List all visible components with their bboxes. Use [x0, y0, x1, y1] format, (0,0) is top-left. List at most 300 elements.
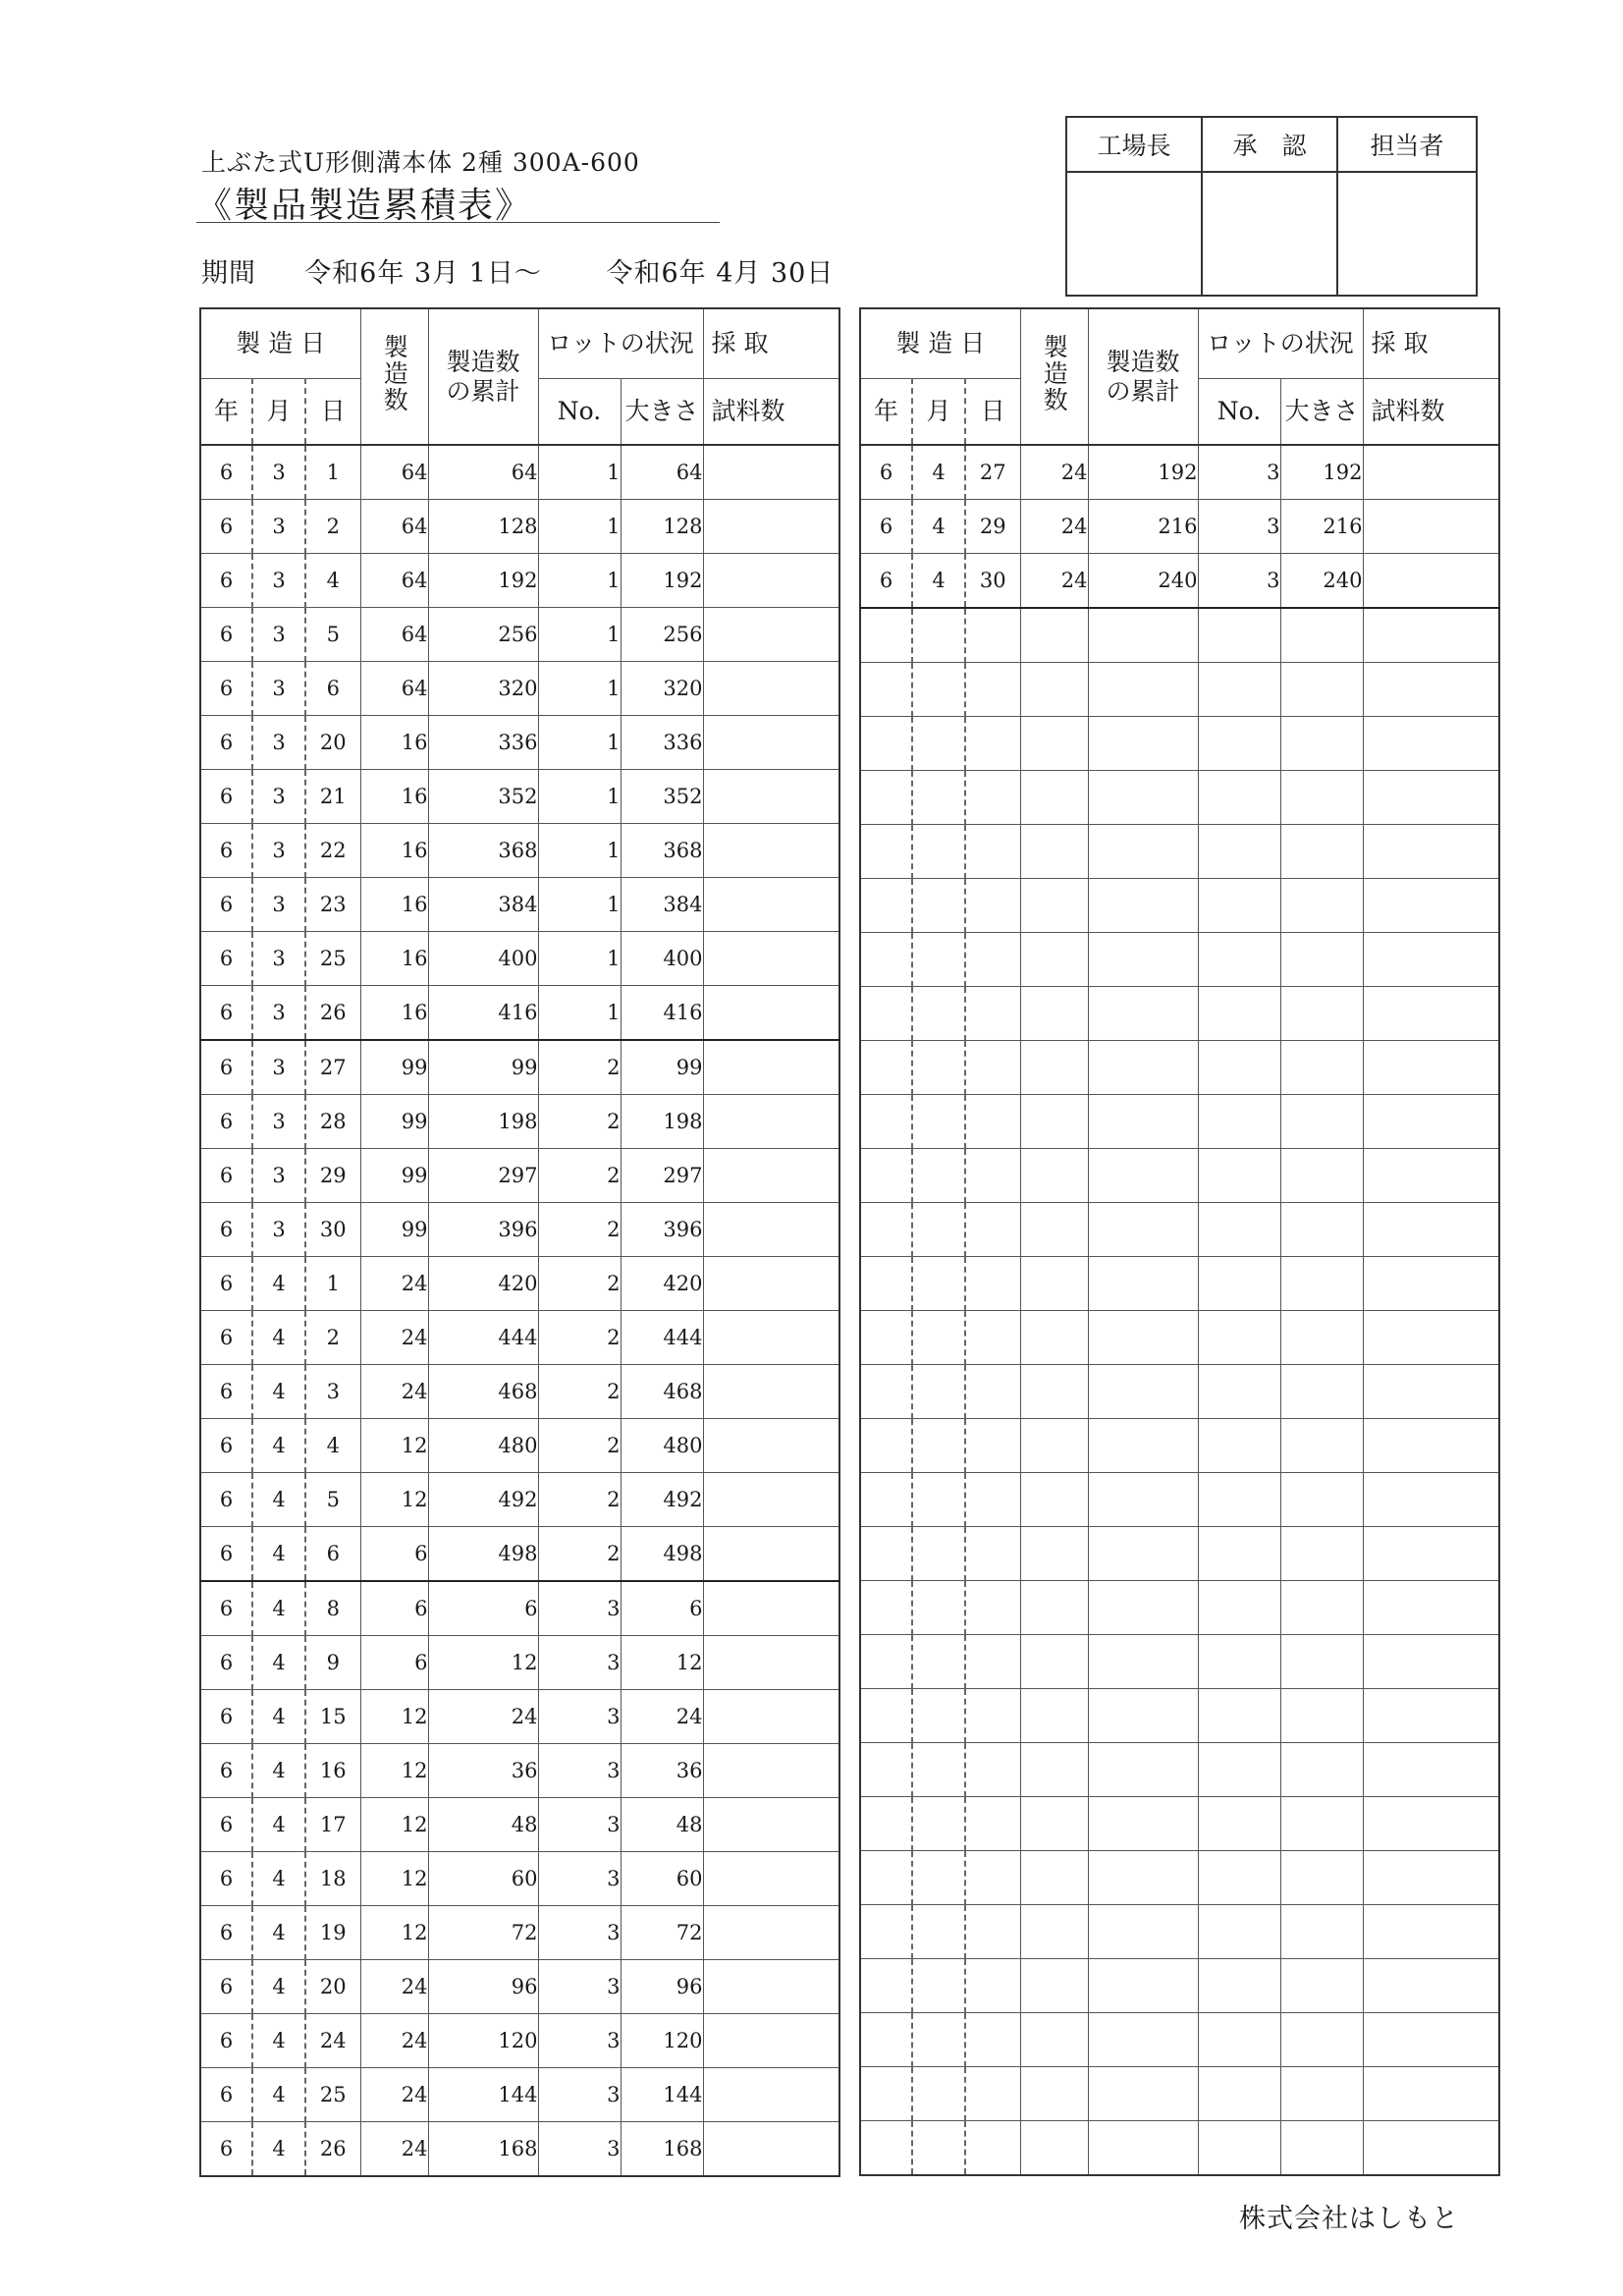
cell-month: 4	[252, 1311, 305, 1365]
cell-lot-no[interactable]	[1198, 987, 1280, 1041]
cell-year[interactable]	[860, 1959, 912, 2013]
cell-year[interactable]	[860, 1689, 912, 1743]
cell-year[interactable]	[860, 987, 912, 1041]
cell-cumulative[interactable]	[1088, 717, 1198, 771]
table-row	[860, 500, 1499, 554]
cell-lot-size[interactable]	[1280, 1743, 1363, 1797]
cell-lot-no[interactable]	[1198, 2121, 1280, 2176]
cell-year: 6	[200, 1798, 252, 1852]
cell-day: 24	[305, 2014, 360, 2068]
cell-year: 6	[200, 1095, 252, 1149]
cell-sample-count[interactable]	[1363, 2067, 1499, 2121]
cell-year[interactable]	[860, 1365, 912, 1419]
cell-month[interactable]	[912, 1635, 965, 1689]
cell-lot-size[interactable]	[1280, 1311, 1363, 1365]
table-row	[200, 878, 839, 932]
cell-lot-size[interactable]	[1280, 879, 1363, 933]
cell-month[interactable]	[912, 1203, 965, 1257]
table-row	[860, 2013, 1499, 2067]
cell-cumulative[interactable]	[1088, 1257, 1198, 1311]
cell-lot-size[interactable]	[1280, 1365, 1363, 1419]
cell-quantity: 16	[360, 770, 428, 824]
cell-month[interactable]	[912, 933, 965, 987]
cell-day[interactable]	[965, 771, 1020, 825]
cell-year: 6	[200, 2068, 252, 2122]
cell-quantity[interactable]	[1020, 879, 1088, 933]
cell-month[interactable]	[912, 1149, 965, 1203]
cell-lot-no[interactable]	[1198, 1311, 1280, 1365]
cell-cumulative: 297	[428, 1149, 538, 1203]
cell-lot-no[interactable]	[1198, 1905, 1280, 1959]
cell-cumulative[interactable]	[1088, 771, 1198, 825]
cell-lot-size: 480	[621, 1419, 703, 1473]
cell-day[interactable]	[965, 2121, 1020, 2176]
cell-year[interactable]	[860, 1149, 912, 1203]
cell-lot-size[interactable]	[1280, 1527, 1363, 1581]
cell-lot-size[interactable]	[1280, 825, 1363, 879]
cell-sample-count[interactable]	[1363, 717, 1499, 771]
table-row	[860, 1311, 1499, 1365]
cell-day[interactable]	[965, 1365, 1020, 1419]
cell-year[interactable]	[860, 1419, 912, 1473]
cell-quantity[interactable]	[1020, 1905, 1088, 1959]
cell-cumulative: 352	[428, 770, 538, 824]
cell-lot-no[interactable]	[1198, 933, 1280, 987]
cell-day[interactable]	[965, 1635, 1020, 1689]
cell-month[interactable]	[912, 771, 965, 825]
cell-lot-no[interactable]	[1198, 1743, 1280, 1797]
cell-lot-size[interactable]	[1280, 933, 1363, 987]
header-lot-no: No.	[1198, 379, 1280, 446]
cell-lot-size[interactable]	[1280, 1581, 1363, 1635]
cell-quantity[interactable]	[1020, 1257, 1088, 1311]
cell-cumulative[interactable]	[1088, 663, 1198, 717]
cell-year[interactable]	[860, 1095, 912, 1149]
cell-day[interactable]	[965, 879, 1020, 933]
cell-month[interactable]	[912, 1743, 965, 1797]
cell-day[interactable]	[965, 1257, 1020, 1311]
cell-quantity[interactable]	[1020, 987, 1088, 1041]
cell-month[interactable]	[912, 879, 965, 933]
cell-quantity[interactable]	[1020, 1473, 1088, 1527]
cell-lot-no[interactable]	[1198, 1527, 1280, 1581]
cell-quantity[interactable]	[1020, 1743, 1088, 1797]
cell-lot-size[interactable]	[1280, 1473, 1363, 1527]
cell-day[interactable]	[965, 1095, 1020, 1149]
cell-lot-size[interactable]	[1280, 1149, 1363, 1203]
cell-lot-size[interactable]	[1280, 1959, 1363, 2013]
cell-lot-size[interactable]	[1280, 1419, 1363, 1473]
cell-cumulative[interactable]	[1088, 1419, 1198, 1473]
cell-day[interactable]	[965, 2067, 1020, 2121]
cell-lot-no: 2	[538, 1257, 621, 1311]
cell-year[interactable]	[860, 1527, 912, 1581]
cell-year[interactable]	[860, 2121, 912, 2176]
cell-day[interactable]	[965, 1959, 1020, 2013]
cell-sample-count[interactable]	[1363, 1527, 1499, 1581]
cell-sample-count	[703, 1473, 839, 1527]
cell-month[interactable]	[912, 1365, 965, 1419]
cell-year[interactable]	[860, 1041, 912, 1095]
cell-day[interactable]	[965, 1419, 1020, 1473]
cell-year[interactable]	[860, 608, 912, 663]
cell-cumulative[interactable]	[1088, 987, 1198, 1041]
cell-month[interactable]	[912, 1311, 965, 1365]
cell-day: 29	[305, 1149, 360, 1203]
cell-day: 25	[305, 2068, 360, 2122]
cell-lot-no[interactable]	[1198, 1581, 1280, 1635]
cell-quantity[interactable]	[1020, 1095, 1088, 1149]
cell-year[interactable]	[860, 825, 912, 879]
cell-day[interactable]	[965, 1527, 1020, 1581]
cell-sample-count[interactable]	[1363, 1095, 1499, 1149]
cell-quantity: 64	[360, 554, 428, 608]
cell-quantity[interactable]	[1020, 1959, 1088, 2013]
stamp-cell-approval[interactable]	[1202, 172, 1337, 296]
cell-month[interactable]	[912, 1257, 965, 1311]
cell-month[interactable]	[912, 608, 965, 663]
cell-year[interactable]	[860, 1635, 912, 1689]
cell-cumulative[interactable]	[1088, 2121, 1198, 2176]
cell-sample-count[interactable]	[1363, 1257, 1499, 1311]
cell-month[interactable]	[912, 1095, 965, 1149]
cell-year[interactable]	[860, 2013, 912, 2067]
cell-day[interactable]	[965, 663, 1020, 717]
cell-cumulative[interactable]	[1088, 1635, 1198, 1689]
cell-month[interactable]	[912, 1797, 965, 1851]
cell-lot-size[interactable]	[1280, 1905, 1363, 1959]
period-from: 令和6年 3月 1日～	[304, 258, 542, 289]
cell-sample-count[interactable]	[1363, 771, 1499, 825]
cell-lot-size: 444	[621, 1311, 703, 1365]
cell-lot-no[interactable]	[1198, 1203, 1280, 1257]
cell-day[interactable]	[965, 825, 1020, 879]
cell-lot-size[interactable]	[1280, 1797, 1363, 1851]
cell-sample-count[interactable]	[1363, 1689, 1499, 1743]
cell-year: 6	[200, 445, 252, 500]
cell-year[interactable]	[860, 1203, 912, 1257]
cell-day[interactable]	[965, 2013, 1020, 2067]
cell-lot-no[interactable]	[1198, 1797, 1280, 1851]
cell-sample-count[interactable]	[1363, 987, 1499, 1041]
cell-cumulative[interactable]	[1088, 1203, 1198, 1257]
cell-cumulative: 416	[428, 986, 538, 1041]
cell-day[interactable]	[965, 608, 1020, 663]
cell-quantity: 24	[360, 2068, 428, 2122]
cell-lot-size[interactable]	[1280, 1095, 1363, 1149]
cell-lot-no[interactable]	[1198, 717, 1280, 771]
cell-cumulative[interactable]	[1088, 1365, 1198, 1419]
cell-cumulative[interactable]	[1088, 1743, 1198, 1797]
cell-sample-count	[703, 1365, 839, 1419]
cell-sample-count[interactable]	[1363, 1743, 1499, 1797]
cell-lot-size[interactable]	[1280, 2121, 1363, 2176]
stamp-cell-person-in-charge[interactable]	[1337, 172, 1477, 296]
cell-day[interactable]	[965, 1203, 1020, 1257]
cell-month[interactable]	[912, 663, 965, 717]
cell-year[interactable]	[860, 717, 912, 771]
cell-sample-count[interactable]	[1363, 2013, 1499, 2067]
cell-year[interactable]	[860, 1581, 912, 1635]
cell-lot-no[interactable]	[1198, 1365, 1280, 1419]
table-row	[860, 608, 1499, 663]
cell-sample-count[interactable]	[1363, 1581, 1499, 1635]
cell-day[interactable]	[965, 717, 1020, 771]
cell-day: 8	[305, 1581, 360, 1636]
cell-year[interactable]	[860, 2067, 912, 2121]
cell-lot-size[interactable]	[1280, 717, 1363, 771]
cell-year: 6	[200, 1473, 252, 1527]
cell-cumulative: 99	[428, 1040, 538, 1095]
cell-quantity[interactable]	[1020, 663, 1088, 717]
cell-sample-count[interactable]	[1363, 1365, 1499, 1419]
cell-lot-no[interactable]	[1198, 1419, 1280, 1473]
cell-month[interactable]	[912, 2067, 965, 2121]
cell-sample-count[interactable]	[1363, 825, 1499, 879]
approval-header-person-in-charge: 担当者	[1337, 117, 1477, 172]
cell-sample-count[interactable]	[1363, 1851, 1499, 1905]
cell-lot-no: 2	[538, 1149, 621, 1203]
cell-year[interactable]	[860, 1743, 912, 1797]
cell-day[interactable]	[965, 1149, 1020, 1203]
cell-lot-size[interactable]	[1280, 2013, 1363, 2067]
cell-quantity[interactable]	[1020, 1041, 1088, 1095]
header-sample: 採 取	[703, 308, 839, 379]
header-cumulative: 製造数の累計	[1088, 308, 1198, 445]
cell-quantity[interactable]	[1020, 2121, 1088, 2176]
cell-lot-no[interactable]	[1198, 1689, 1280, 1743]
cell-month: 3	[252, 770, 305, 824]
cell-sample-count[interactable]	[1363, 1311, 1499, 1365]
cell-year[interactable]	[860, 771, 912, 825]
cell-sample-count[interactable]	[1363, 608, 1499, 663]
cell-quantity[interactable]	[1020, 1203, 1088, 1257]
header-sample: 採 取	[1363, 308, 1499, 379]
cell-day[interactable]	[965, 1473, 1020, 1527]
cell-year[interactable]	[860, 1851, 912, 1905]
cell-sample-count	[1363, 500, 1499, 554]
cell-lot-no[interactable]	[1198, 825, 1280, 879]
cell-lot-no[interactable]	[1198, 771, 1280, 825]
cell-lot-size[interactable]	[1280, 1851, 1363, 1905]
cell-quantity[interactable]	[1020, 1581, 1088, 1635]
cell-lot-no[interactable]	[1198, 1959, 1280, 2013]
cell-cumulative[interactable]	[1088, 879, 1198, 933]
cell-sample-count[interactable]	[1363, 1149, 1499, 1203]
cell-quantity[interactable]	[1020, 933, 1088, 987]
cell-day[interactable]	[965, 1851, 1020, 1905]
cell-month[interactable]	[912, 1581, 965, 1635]
cell-month[interactable]	[912, 987, 965, 1041]
cell-lot-size: 120	[621, 2014, 703, 2068]
header-month: 月	[912, 379, 965, 446]
header-sample-count: 試料数	[703, 379, 839, 446]
cell-lot-no[interactable]	[1198, 879, 1280, 933]
cell-lot-no[interactable]	[1198, 1149, 1280, 1203]
cell-month: 4	[912, 554, 965, 609]
cell-lot-no[interactable]	[1198, 1851, 1280, 1905]
cell-month[interactable]	[912, 1419, 965, 1473]
cell-day: 6	[305, 1527, 360, 1582]
cell-sample-count[interactable]	[1363, 1797, 1499, 1851]
cell-day[interactable]	[965, 1689, 1020, 1743]
cell-month[interactable]	[912, 1041, 965, 1095]
cell-quantity[interactable]	[1020, 1851, 1088, 1905]
cell-day[interactable]	[965, 1743, 1020, 1797]
cell-quantity[interactable]	[1020, 1365, 1088, 1419]
cell-sample-count[interactable]	[1363, 1419, 1499, 1473]
cell-day[interactable]	[965, 1041, 1020, 1095]
cell-lot-size[interactable]	[1280, 608, 1363, 663]
cell-month[interactable]	[912, 717, 965, 771]
cell-sample-count[interactable]	[1363, 1635, 1499, 1689]
table-row	[860, 1581, 1499, 1635]
cell-month: 4	[252, 1365, 305, 1419]
cell-month[interactable]	[912, 825, 965, 879]
cell-sample-count[interactable]	[1363, 879, 1499, 933]
cell-day[interactable]	[965, 1797, 1020, 1851]
cell-quantity[interactable]	[1020, 1689, 1088, 1743]
cell-sample-count[interactable]	[1363, 1473, 1499, 1527]
cell-cumulative[interactable]	[1088, 1851, 1198, 1905]
cell-lot-size[interactable]	[1280, 1203, 1363, 1257]
cell-lot-size[interactable]	[1280, 1257, 1363, 1311]
cell-quantity[interactable]	[1020, 1149, 1088, 1203]
cell-cumulative[interactable]	[1088, 1797, 1198, 1851]
cell-month: 3	[252, 445, 305, 500]
cell-lot-size: 498	[621, 1527, 703, 1582]
cell-cumulative[interactable]	[1088, 1095, 1198, 1149]
cell-quantity[interactable]	[1020, 2067, 1088, 2121]
cell-month: 4	[252, 1906, 305, 1960]
cell-lot-size: 492	[621, 1473, 703, 1527]
cell-quantity[interactable]	[1020, 2013, 1088, 2067]
cell-quantity[interactable]	[1020, 1635, 1088, 1689]
cell-day[interactable]	[965, 1581, 1020, 1635]
cell-sample-count[interactable]	[1363, 663, 1499, 717]
cell-month[interactable]	[912, 2121, 965, 2176]
cell-sample-count[interactable]	[1363, 1203, 1499, 1257]
cell-sample-count[interactable]	[1363, 1905, 1499, 1959]
cell-day[interactable]	[965, 933, 1020, 987]
cell-lot-no: 1	[538, 554, 621, 608]
cell-lot-no[interactable]	[1198, 2067, 1280, 2121]
cell-sample-count	[703, 1095, 839, 1149]
cell-month[interactable]	[912, 1527, 965, 1581]
cell-quantity[interactable]	[1020, 608, 1088, 663]
cell-year[interactable]	[860, 1311, 912, 1365]
cell-sample-count[interactable]	[1363, 2121, 1499, 2176]
cell-lot-no[interactable]	[1198, 1635, 1280, 1689]
cell-year[interactable]	[860, 663, 912, 717]
cell-cumulative[interactable]	[1088, 825, 1198, 879]
cell-lot-size[interactable]	[1280, 663, 1363, 717]
cell-lot-size[interactable]	[1280, 1635, 1363, 1689]
cell-lot-no: 2	[538, 1040, 621, 1095]
cell-lot-size[interactable]	[1280, 987, 1363, 1041]
cell-lot-size[interactable]	[1280, 771, 1363, 825]
cell-cumulative[interactable]	[1088, 1473, 1198, 1527]
cell-month[interactable]	[912, 2013, 965, 2067]
cell-sample-count	[703, 1257, 839, 1311]
cell-quantity[interactable]	[1020, 1527, 1088, 1581]
cell-quantity[interactable]	[1020, 1419, 1088, 1473]
cell-cumulative[interactable]	[1088, 1527, 1198, 1581]
cell-cumulative[interactable]	[1088, 1311, 1198, 1365]
cell-year[interactable]	[860, 1473, 912, 1527]
header-lot-no: No.	[538, 379, 621, 446]
cell-lot-no[interactable]	[1198, 1041, 1280, 1095]
cell-cumulative[interactable]	[1088, 1959, 1198, 2013]
cell-cumulative[interactable]	[1088, 1581, 1198, 1635]
cell-cumulative[interactable]	[1088, 608, 1198, 663]
cell-cumulative[interactable]	[1088, 933, 1198, 987]
cell-quantity[interactable]	[1020, 825, 1088, 879]
cell-month: 4	[252, 2068, 305, 2122]
cell-year[interactable]	[860, 1257, 912, 1311]
cell-sample-count[interactable]	[1363, 1041, 1499, 1095]
cell-cumulative[interactable]	[1088, 2013, 1198, 2067]
cell-sample-count[interactable]	[1363, 1959, 1499, 2013]
cell-cumulative[interactable]	[1088, 2067, 1198, 2121]
cell-day[interactable]	[965, 1311, 1020, 1365]
cell-lot-no: 3	[538, 1744, 621, 1798]
cell-lot-no: 1	[538, 662, 621, 716]
cell-cumulative[interactable]	[1088, 1689, 1198, 1743]
cell-quantity[interactable]	[1020, 1797, 1088, 1851]
cell-cumulative[interactable]	[1088, 1041, 1198, 1095]
cell-lot-no: 3	[538, 2122, 621, 2177]
cell-sample-count[interactable]	[1363, 933, 1499, 987]
cell-sample-count	[703, 445, 839, 500]
cell-lot-no[interactable]	[1198, 2013, 1280, 2067]
cell-lot-no[interactable]	[1198, 1095, 1280, 1149]
cell-lot-size[interactable]	[1280, 1689, 1363, 1743]
cell-day[interactable]	[965, 1905, 1020, 1959]
cell-month[interactable]	[912, 1851, 965, 1905]
cell-year[interactable]	[860, 879, 912, 933]
cell-month[interactable]	[912, 1905, 965, 1959]
cell-year[interactable]	[860, 1905, 912, 1959]
cell-cumulative: 48	[428, 1798, 538, 1852]
table-row	[860, 1905, 1499, 1959]
cell-quantity[interactable]	[1020, 717, 1088, 771]
cell-lot-no[interactable]	[1198, 1473, 1280, 1527]
cell-lot-size[interactable]	[1280, 2067, 1363, 2121]
cell-sample-count	[703, 716, 839, 770]
cell-day[interactable]	[965, 987, 1020, 1041]
cell-cumulative[interactable]	[1088, 1905, 1198, 1959]
cell-quantity[interactable]	[1020, 771, 1088, 825]
cell-sample-count	[703, 1798, 839, 1852]
cell-lot-size[interactable]	[1280, 1041, 1363, 1095]
cell-month[interactable]	[912, 1959, 965, 2013]
cell-lot-no[interactable]	[1198, 1257, 1280, 1311]
cell-lot-no: 2	[538, 1473, 621, 1527]
cell-month[interactable]	[912, 1689, 965, 1743]
cell-cumulative[interactable]	[1088, 1149, 1198, 1203]
cell-quantity[interactable]	[1020, 1311, 1088, 1365]
cell-lot-no[interactable]	[1198, 663, 1280, 717]
cell-day: 19	[305, 1906, 360, 1960]
stamp-cell-factory-manager[interactable]	[1066, 172, 1202, 296]
cell-day: 23	[305, 878, 360, 932]
cell-year[interactable]	[860, 933, 912, 987]
cell-year: 6	[200, 1852, 252, 1906]
cell-month[interactable]	[912, 1473, 965, 1527]
cell-year[interactable]	[860, 1797, 912, 1851]
cell-lot-no[interactable]	[1198, 608, 1280, 663]
